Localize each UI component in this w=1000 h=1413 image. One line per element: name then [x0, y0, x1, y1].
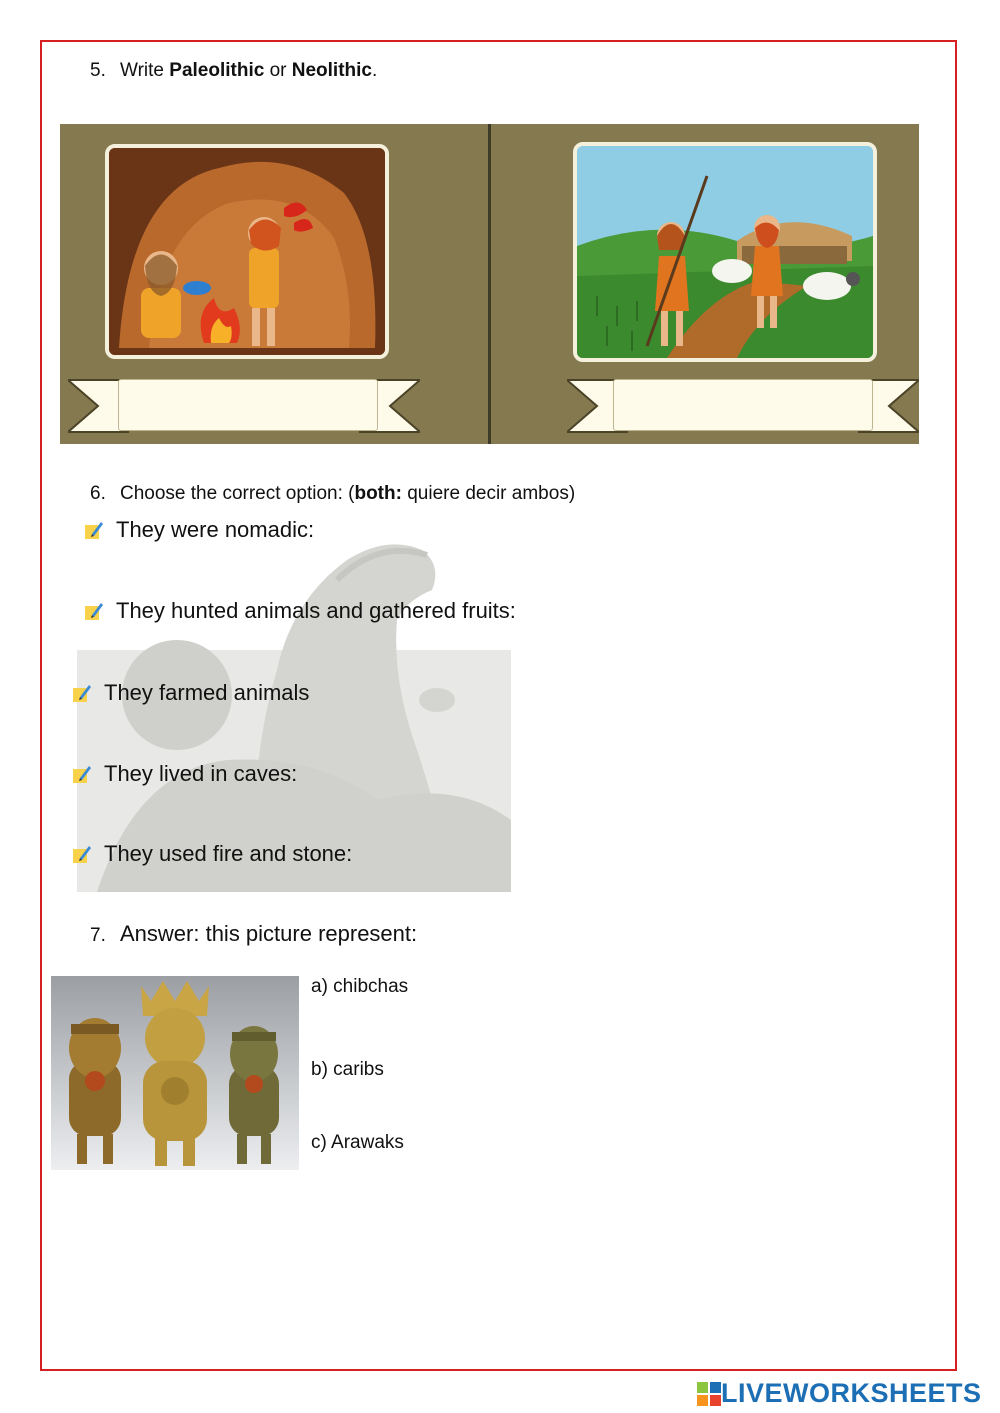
- question-6: [90, 483, 575, 505]
- pencil-icon: [72, 844, 92, 864]
- pencil-icon: [72, 764, 92, 784]
- question-text: Answer: this picture represent:: [120, 921, 418, 946]
- dinosaur-watermark: [77, 520, 511, 892]
- choice-c[interactable]: c) Arawaks: [311, 1132, 404, 1153]
- option-text: They were nomadic:: [116, 517, 315, 542]
- answer-field-left[interactable]: [118, 379, 378, 431]
- option-row: [72, 841, 352, 867]
- question-number: 6.: [90, 483, 106, 504]
- keyword-paleolithic: Paleolithic: [169, 60, 265, 81]
- question-text: quiere decir ambos): [401, 483, 576, 504]
- question-number: 7.: [90, 925, 106, 946]
- choice-a[interactable]: a) chibchas: [311, 976, 409, 997]
- question-number: 5.: [90, 60, 106, 81]
- golden-figurines-image: [51, 976, 299, 1170]
- brand-icon: [697, 1382, 721, 1406]
- option-text: They lived in caves:: [104, 761, 298, 786]
- q5-image-panel: [60, 124, 919, 444]
- question-text: Choose the correct option: (: [120, 483, 355, 504]
- keyword-neolithic: Neolithic: [291, 60, 372, 81]
- cave-scene-image: [105, 144, 389, 359]
- answer-field-right[interactable]: [613, 379, 873, 431]
- choice-b[interactable]: b) caribs: [311, 1059, 384, 1080]
- option-row: [72, 761, 297, 787]
- question-7: [90, 921, 417, 947]
- pencil-icon: [84, 520, 104, 540]
- question-text: .: [371, 60, 378, 81]
- question-text: or: [264, 60, 292, 81]
- pencil-icon: [84, 601, 104, 621]
- option-row: [72, 680, 309, 706]
- option-text: They farmed animals: [104, 680, 310, 705]
- question-5: [90, 60, 377, 82]
- panel-divider: [488, 124, 491, 444]
- option-text: They used fire and stone:: [104, 841, 353, 866]
- option-row: [84, 517, 314, 543]
- liveworksheets-logo: [697, 1378, 982, 1409]
- keyword-both: both:: [354, 483, 402, 504]
- brand-name: LIVEWORKSHEETS: [721, 1378, 982, 1408]
- option-text: They hunted animals and gathered fruits:: [116, 598, 516, 623]
- pencil-icon: [72, 683, 92, 703]
- option-row: [84, 598, 516, 624]
- farming-scene-image: [573, 142, 877, 362]
- question-text: Write: [120, 60, 170, 81]
